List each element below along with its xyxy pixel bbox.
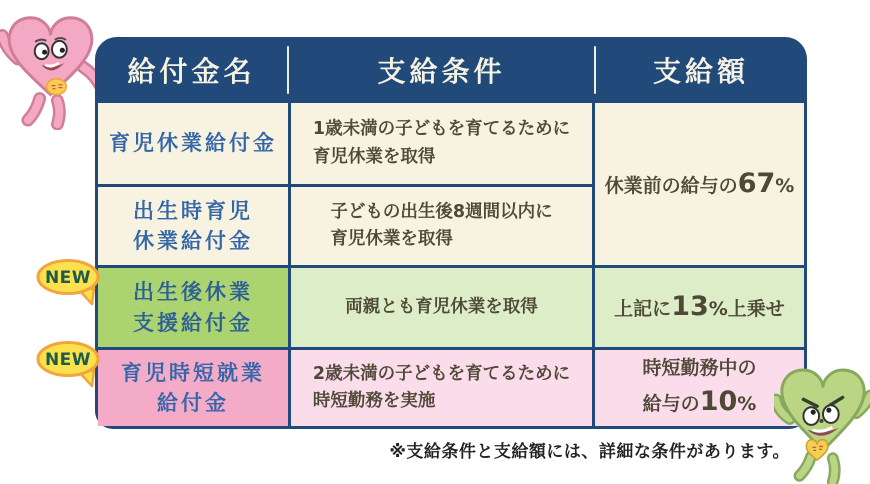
header-divider [594, 46, 596, 94]
new-badge-postbirth-support [34, 258, 106, 308]
header-benefit-name: 給付金名 [127, 55, 256, 88]
cell-name-birth-time-leave: 出生時育児 休業給付金 [98, 187, 288, 265]
cell-name-shortened-hours: 育児時短就業 給付金 [98, 350, 288, 426]
cell-amount-postbirth-support: 上記に13%上乗せ [595, 268, 804, 347]
table-body [95, 103, 807, 429]
pink-mascot-chest-badge [47, 79, 67, 95]
new-badge-label: NEW [44, 350, 92, 370]
new-badge-label: NEW [44, 268, 92, 288]
cell-condition-birth-time-leave: 子どもの出生後8週間以内に 育児休業を取得 [291, 187, 592, 265]
green-heart-mascot [774, 354, 870, 484]
header-payment-condition: 支給条件 [377, 55, 506, 88]
cell-condition-postbirth-support: 両親とも育児休業を取得 [291, 268, 592, 347]
cell-amount-shortened-hours: 時短勤務中の 給与の10% [595, 350, 804, 426]
footnote: ※支給条件と支給額には、詳細な条件があります。 [389, 442, 790, 462]
table-header-row [95, 37, 807, 103]
cell-condition-childcare-leave: 1歳未満の子どもを育てるために 育児休業を取得 [291, 103, 592, 184]
cell-name-postbirth-support: 出生後休業 支援給付金 [98, 268, 288, 347]
header-divider [287, 46, 289, 94]
header-payment-amount: 支給額 [652, 55, 749, 88]
benefits-table [95, 37, 807, 429]
pink-heart-mascot [0, 2, 108, 130]
cell-condition-shortened-hours: 2歳未満の子どもを育てるために 時短勤務を実施 [291, 350, 592, 426]
new-badge-shortened-hours [34, 340, 106, 390]
cell-amount-rows-1-2: 休業前の給与の67% [595, 103, 804, 265]
cell-name-childcare-leave: 育児休業給付金 [98, 103, 288, 184]
